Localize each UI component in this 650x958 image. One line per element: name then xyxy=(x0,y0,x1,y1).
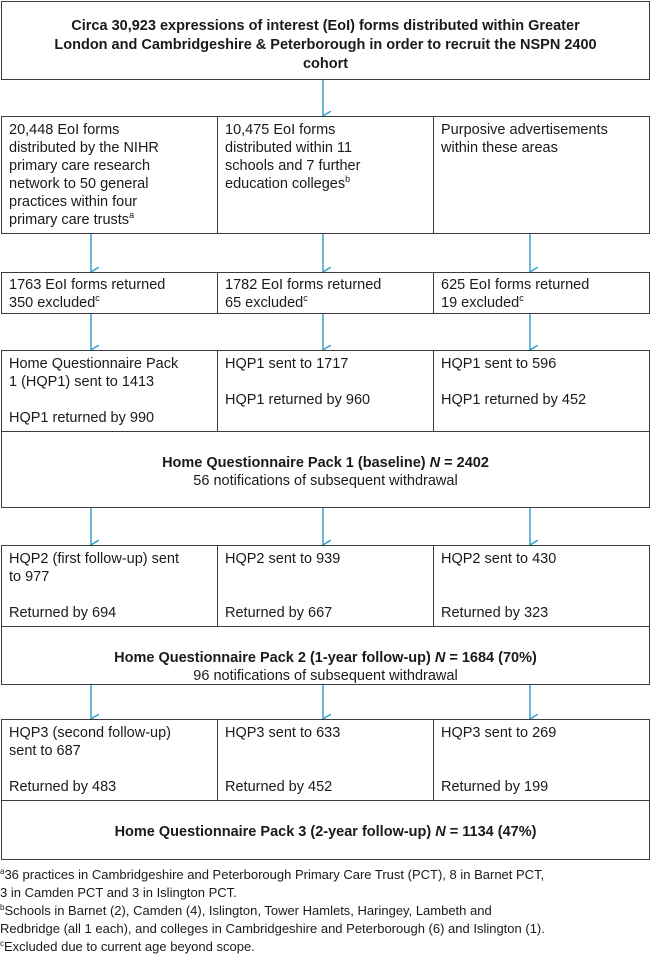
hqp1-3-returned: HQP1 returned by 452 xyxy=(441,392,587,408)
header-line-3: cohort xyxy=(302,56,349,72)
gp-distribution-cell xyxy=(2,119,217,231)
baseline-summary-box xyxy=(1,431,650,508)
schools-line-1: 10,475 EoI forms xyxy=(225,122,336,138)
hqp2-2-returned: Returned by 667 xyxy=(225,605,333,621)
gp-line-3: primary care research xyxy=(9,158,151,174)
followup2-summary-box xyxy=(1,800,650,860)
footnote-mark-c: c xyxy=(519,293,524,303)
footnote-c-line1: Excluded due to current age beyond scope. xyxy=(4,939,255,954)
returned-1-excluded: 350 excluded xyxy=(9,295,96,311)
hqp3-2-sent: HQP3 sent to 633 xyxy=(225,725,341,741)
ads-distribution-cell xyxy=(434,119,650,159)
gp-line-1: 20,448 EoI forms xyxy=(9,122,120,138)
footnote-mark-c: c xyxy=(95,293,100,303)
returned-cell-2 xyxy=(218,274,433,314)
hqp1-3-sent: HQP1 sent to 596 xyxy=(441,356,557,372)
hqp1-cell-3 xyxy=(434,353,650,411)
hqp3-3-returned: Returned by 199 xyxy=(441,779,549,795)
baseline-withdrawal: 56 notifications of subsequent withdrawal xyxy=(193,473,458,489)
returned-1-count: 1763 EoI forms returned xyxy=(9,277,166,293)
followup1-title: Home Questionnaire Pack 2 (1-year follow-up) xyxy=(114,650,435,666)
returned-3-count: 625 EoI forms returned xyxy=(441,277,590,293)
ads-line-1: Purposive advertisements xyxy=(441,122,608,138)
schools-line-4: education colleges xyxy=(225,176,346,192)
distribution-row xyxy=(1,116,650,234)
hqp1-cell-2 xyxy=(218,353,433,411)
footnote-mark-c: c xyxy=(303,293,308,303)
returned-2-count: 1782 EoI forms returned xyxy=(225,277,382,293)
hqp3-3-sent: HQP3 sent to 269 xyxy=(441,725,557,741)
hqp2-cell-1 xyxy=(2,548,217,624)
hqp1-cell-1 xyxy=(2,353,217,429)
hqp2-2-sent: HQP2 sent to 939 xyxy=(225,551,341,567)
returned-3-excluded: 19 excluded xyxy=(441,295,520,311)
followup2-n-label: N xyxy=(435,824,446,840)
footnote-a-mark: a xyxy=(0,867,5,876)
hqp3-1-sent-line2: sent to 687 xyxy=(9,743,81,759)
gp-line-6: primary care trusts xyxy=(9,212,130,228)
followup2-title: Home Questionnaire Pack 3 (2-year follow-up) xyxy=(114,824,436,840)
footnote-a-line1: 36 practices in Cambridgeshire and Peterborough Primary Care Trust (PCT), 8 in Barnet PCT, xyxy=(4,867,545,882)
gp-line-4: network to 50 general xyxy=(9,176,149,192)
hqp2-cell-3 xyxy=(434,548,650,624)
hqp1-1-sent-line1: Home Questionnaire Pack xyxy=(9,356,179,372)
hqp2-1-returned: Returned by 694 xyxy=(9,605,117,621)
footnote-b-line2: Redbridge (all 1 each), and colleges in Cambridgeshire and Peterborough (6) and Islington (1). xyxy=(0,921,545,936)
header-box xyxy=(1,1,650,80)
returned-cell-3 xyxy=(434,274,650,314)
hqp1-1-returned: HQP1 returned by 990 xyxy=(9,410,155,426)
baseline-title: Home Questionnaire Pack 1 (baseline) xyxy=(162,455,430,471)
hqp2-3-returned: Returned by 323 xyxy=(441,605,549,621)
baseline-n-label: N xyxy=(429,455,441,471)
returned-row xyxy=(1,272,650,314)
header-line-2: London and Cambridgeshire & Peterborough in order to recruit the NSPN 2400 xyxy=(54,37,597,53)
footnote-mark-a: a xyxy=(129,210,135,220)
hqp2-1-sent-line2: to 977 xyxy=(9,569,50,585)
followup2-n-value: = 1134 (47%) xyxy=(445,824,537,840)
hqp2-row xyxy=(1,545,650,627)
schools-distribution-cell xyxy=(218,119,433,195)
schools-line-3: schools and 7 further xyxy=(225,158,361,174)
baseline-n-value: = 2402 xyxy=(440,455,489,471)
gp-line-5: practices within four xyxy=(9,194,138,210)
footnote-b-line1: Schools in Barnet (2), Camden (4), Islington, Tower Hamlets, Haringey, Lambeth and xyxy=(4,903,492,918)
footnote-mark-b: b xyxy=(345,174,351,184)
hqp3-row xyxy=(1,719,650,801)
followup1-n-value: = 1684 (70%) xyxy=(445,650,537,666)
returned-cell-1 xyxy=(2,274,217,314)
footnotes xyxy=(0,866,650,956)
ads-line-2: within these areas xyxy=(441,140,558,156)
hqp3-cell-3 xyxy=(434,722,650,798)
hqp3-1-returned: Returned by 483 xyxy=(9,779,117,795)
gp-line-2: distributed by the NIHR xyxy=(9,140,159,156)
footnote-b-mark: b xyxy=(0,903,5,912)
header-line-1: Circa 30,923 expressions of interest (EoI) forms distributed within Greater xyxy=(71,18,580,34)
hqp2-1-sent-line1: HQP2 (first follow-up) sent xyxy=(9,551,180,567)
followup1-summary-box xyxy=(1,626,650,685)
schools-line-2: distributed within 11 xyxy=(225,140,353,156)
hqp3-cell-2 xyxy=(218,722,433,798)
hqp2-3-sent: HQP2 sent to 430 xyxy=(441,551,557,567)
returned-2-excluded: 65 excluded xyxy=(225,295,304,311)
hqp2-cell-2 xyxy=(218,548,433,624)
hqp1-row xyxy=(1,350,650,432)
footnote-c-mark: c xyxy=(0,939,4,948)
hqp3-cell-1 xyxy=(2,722,217,798)
followup1-withdrawal: 96 notifications of subsequent withdrawal xyxy=(193,668,458,684)
footnote-a-line2: 3 in Camden PCT and 3 in Islington PCT. xyxy=(0,885,237,900)
followup1-n-label: N xyxy=(434,650,446,666)
hqp1-2-returned: HQP1 returned by 960 xyxy=(225,392,371,408)
hqp1-2-sent: HQP1 sent to 1717 xyxy=(225,356,349,372)
hqp1-1-sent-line2: 1 (HQP1) sent to 1413 xyxy=(9,374,155,390)
hqp3-1-sent-line1: HQP3 (second follow-up) xyxy=(9,725,171,741)
hqp3-2-returned: Returned by 452 xyxy=(225,779,333,795)
